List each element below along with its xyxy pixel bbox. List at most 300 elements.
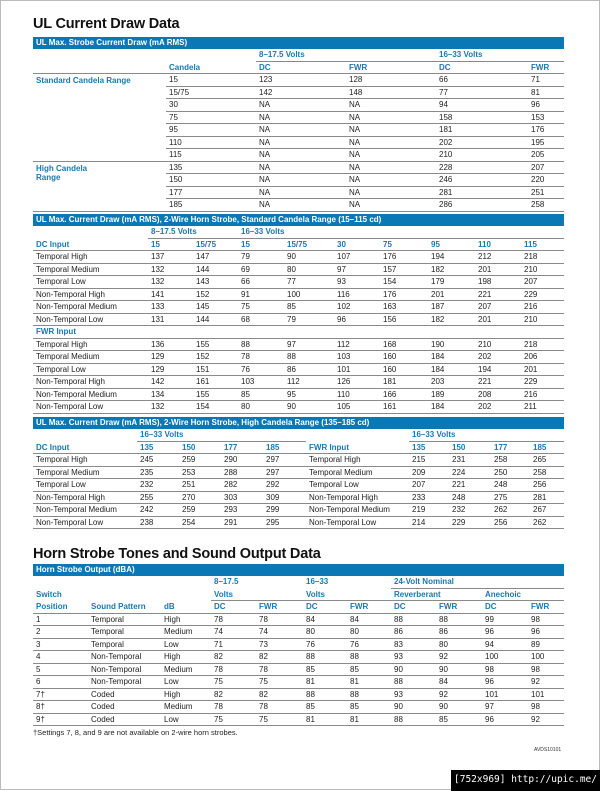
volt-group-header: 8–17.5 Volts — [148, 226, 238, 239]
table-cell: 1 — [33, 613, 88, 626]
table-cell: 5 — [33, 663, 88, 676]
table-row — [33, 638, 564, 651]
table-cell: 158 — [436, 111, 528, 124]
col-header: DC — [303, 601, 347, 614]
col-header: 177 — [221, 441, 263, 454]
table-cell: 286 — [436, 199, 528, 212]
table-cell: 245 — [137, 454, 179, 467]
table-cell: 132 — [148, 263, 193, 276]
position-header: Position — [33, 601, 88, 614]
table-cell: 250 — [491, 466, 530, 479]
table-cell: 82 — [211, 688, 256, 701]
table-cell: 201 — [521, 363, 564, 376]
table-cell: NA — [346, 174, 436, 187]
table-cell: 151 — [193, 363, 238, 376]
table-cell: Non-Temporal — [88, 676, 161, 689]
table-cell: 281 — [436, 186, 528, 199]
table-cell: NA — [256, 111, 346, 124]
table-row — [33, 688, 564, 701]
table-cell: 211 — [521, 401, 564, 414]
table-cell: 253 — [179, 466, 221, 479]
table-cell: 92 — [528, 713, 564, 726]
table-cell: 254 — [179, 516, 221, 529]
table-cell: 73 — [256, 638, 303, 651]
watermark: [752x969] http://upic.me/ — [451, 770, 600, 791]
table-row — [33, 504, 564, 517]
table-cell: 86 — [284, 363, 334, 376]
table-cell: 88 — [436, 613, 482, 626]
table-cell: 219 — [409, 504, 449, 517]
table-cell: NA — [256, 136, 346, 149]
table-cell: Temporal Low — [306, 479, 409, 492]
table-cell: 123 — [256, 74, 346, 87]
table-cell: 90 — [391, 701, 436, 714]
table-cell: 160 — [380, 363, 428, 376]
table-cell: 96 — [528, 99, 564, 112]
table-cell: Low — [161, 676, 211, 689]
table-cell: 82 — [256, 688, 303, 701]
table-cell: 299 — [263, 504, 306, 517]
table-row — [33, 663, 564, 676]
table-cell: 297 — [263, 466, 306, 479]
table-cell: 207 — [528, 161, 564, 174]
volt-group-header: 16–33 Volts — [137, 429, 306, 442]
table-cell: 90 — [391, 663, 436, 676]
table-cell: 84 — [436, 676, 482, 689]
table-cell: NA — [346, 136, 436, 149]
table-cell: 129 — [148, 363, 193, 376]
col-header: DC — [436, 61, 528, 74]
col-header: DC — [256, 61, 346, 74]
table-cell: 248 — [449, 491, 491, 504]
table-cell: 76 — [238, 363, 284, 376]
table-cell: 259 — [179, 454, 221, 467]
table-cell: 96 — [482, 713, 528, 726]
table-cell: 78 — [211, 663, 256, 676]
table-cell: 208 — [475, 388, 521, 401]
table-cell: 131 — [148, 313, 193, 326]
table-cell: 94 — [482, 638, 528, 651]
table-cell: 154 — [193, 401, 238, 414]
table-cell: 85 — [303, 701, 347, 714]
table-cell: 93 — [391, 688, 436, 701]
table-cell: 265 — [530, 454, 564, 467]
table-cell: 202 — [475, 351, 521, 364]
col-header: FWR — [436, 601, 482, 614]
table-cell: 80 — [303, 626, 347, 639]
table-row — [33, 626, 564, 639]
table-cell: 137 — [148, 251, 193, 264]
table-cell: 100 — [482, 651, 528, 664]
table-cell: Non-Temporal High — [306, 491, 409, 504]
table-cell: 102 — [334, 301, 380, 314]
table-cell: NA — [256, 186, 346, 199]
table-cell: 229 — [449, 516, 491, 529]
table-cell: 152 — [193, 288, 238, 301]
table-cell: 233 — [409, 491, 449, 504]
table-cell: Non-Temporal — [88, 663, 161, 676]
table-cell: NA — [256, 161, 346, 174]
document-code: AVDS10101 — [534, 747, 562, 753]
table-cell: 88 — [391, 713, 436, 726]
table-cell: Temporal — [88, 638, 161, 651]
table-cell: 97 — [482, 701, 528, 714]
table-cell: 201 — [475, 313, 521, 326]
table-cell: 3 — [33, 638, 88, 651]
table-cell: 291 — [221, 516, 263, 529]
table-cell: 262 — [491, 504, 530, 517]
table-row — [33, 466, 564, 479]
table-cell: Non-Temporal Low — [33, 516, 137, 529]
table-cell: 86 — [391, 626, 436, 639]
col-header: 15 — [148, 238, 193, 251]
volt-group-header: 16–33 Volts — [238, 226, 564, 239]
table-cell: 251 — [528, 186, 564, 199]
table-cell: 101 — [528, 688, 564, 701]
table-cell: 94 — [436, 99, 528, 112]
table-cell: 168 — [380, 338, 428, 351]
table-cell: 206 — [521, 351, 564, 364]
table-row — [33, 351, 564, 364]
table-cell: 7† — [33, 688, 88, 701]
table-cell: Non-Temporal Low — [33, 401, 148, 414]
table-cell: Coded — [88, 688, 161, 701]
table-cell: 160 — [380, 351, 428, 364]
table-cell: 9† — [33, 713, 88, 726]
col-header: dB — [161, 601, 211, 614]
table-cell: 88 — [303, 688, 347, 701]
table-cell: 303 — [221, 491, 263, 504]
range-label: High Candela Range — [33, 161, 166, 211]
table-cell: 210 — [436, 149, 528, 162]
table-cell: 152 — [193, 351, 238, 364]
col-header: FWR — [346, 61, 436, 74]
table-cell: Coded — [88, 701, 161, 714]
table-cell: 30 — [166, 99, 256, 112]
table-cell: 95 — [284, 388, 334, 401]
table-cell: 182 — [428, 263, 475, 276]
table-cell: 88 — [391, 676, 436, 689]
table-cell: 82 — [211, 651, 256, 664]
horn-strobe-output-table — [33, 564, 564, 726]
table-cell: Non-Temporal Low — [306, 516, 409, 529]
table-cell: 101 — [334, 363, 380, 376]
table-cell: 228 — [436, 161, 528, 174]
table-cell: 161 — [380, 401, 428, 414]
table-cell: 194 — [475, 363, 521, 376]
table-cell: 78 — [211, 701, 256, 714]
table-cell: 100 — [284, 288, 334, 301]
table-cell: 210 — [475, 338, 521, 351]
col-header: 15/75 — [284, 238, 334, 251]
col-header: 95 — [428, 238, 475, 251]
col-header: 15/75 — [193, 238, 238, 251]
table-cell: 176 — [380, 288, 428, 301]
table-cell: 90 — [284, 251, 334, 264]
table-cell: 92 — [528, 676, 564, 689]
table-cell: Temporal High — [33, 338, 148, 351]
table-cell: 85 — [436, 713, 482, 726]
table-cell: 88 — [391, 613, 436, 626]
table-cell: 248 — [491, 479, 530, 492]
table-cell: 258 — [491, 454, 530, 467]
table-cell: 75 — [166, 111, 256, 124]
table-cell: 194 — [428, 251, 475, 264]
table-cell: 205 — [528, 149, 564, 162]
table-cell: 83 — [391, 638, 436, 651]
table-cell: 88 — [284, 351, 334, 364]
table-cell: NA — [346, 199, 436, 212]
table-cell: 71 — [528, 74, 564, 87]
footnote: †Settings 7, 8, and 9 are not available on 2-wire horn strobes. — [33, 728, 238, 737]
table-cell: NA — [346, 186, 436, 199]
table-cell: 132 — [148, 401, 193, 414]
table-cell: 80 — [436, 638, 482, 651]
table-cell: 144 — [193, 263, 238, 276]
table-title: Horn Strobe Output (dBA) — [33, 564, 564, 576]
table-cell: 97 — [334, 263, 380, 276]
table-cell: 216 — [521, 388, 564, 401]
table-row — [33, 251, 564, 264]
strobe-current-draw-table — [33, 37, 564, 212]
table-cell: 77 — [436, 86, 528, 99]
col-header: Candela — [166, 61, 256, 74]
table-cell: 69 — [238, 263, 284, 276]
table-cell: 179 — [428, 276, 475, 289]
table-cell: 202 — [475, 401, 521, 414]
table-row — [33, 651, 564, 664]
table-cell: 82 — [256, 651, 303, 664]
table-cell: 176 — [528, 124, 564, 137]
table-cell: 156 — [380, 313, 428, 326]
volt-group-header: 8–17.5 — [214, 577, 239, 587]
table-cell: 135 — [166, 161, 256, 174]
switch-header: Switch — [36, 589, 62, 599]
table-cell: 101 — [482, 688, 528, 701]
table-cell: 92 — [436, 688, 482, 701]
table-cell: Coded — [88, 713, 161, 726]
table-cell: 112 — [284, 376, 334, 389]
table-cell: 221 — [449, 479, 491, 492]
table-row — [33, 713, 564, 726]
table-cell: High — [161, 688, 211, 701]
table-cell: 79 — [284, 313, 334, 326]
table-cell: 155 — [193, 338, 238, 351]
table-cell: 80 — [238, 401, 284, 414]
table-cell: 134 — [148, 388, 193, 401]
table-cell: 92 — [436, 651, 482, 664]
table-cell: 98 — [528, 701, 564, 714]
table-cell: 214 — [409, 516, 449, 529]
table-cell: 187 — [428, 301, 475, 314]
table-cell: 221 — [475, 288, 521, 301]
table-cell: 209 — [409, 466, 449, 479]
table-cell: Temporal — [88, 626, 161, 639]
table-cell: NA — [256, 199, 346, 212]
table-cell: 85 — [303, 663, 347, 676]
table-cell: NA — [256, 174, 346, 187]
table-cell: 78 — [256, 701, 303, 714]
table-cell: Non-Temporal High — [33, 376, 148, 389]
table-cell: 85 — [238, 388, 284, 401]
table-cell: 96 — [528, 626, 564, 639]
table-cell: 184 — [428, 401, 475, 414]
table-cell: 88 — [347, 688, 391, 701]
table-cell: NA — [346, 149, 436, 162]
table-cell: 181 — [380, 376, 428, 389]
table-row — [33, 238, 564, 251]
table-cell: Temporal Medium — [33, 351, 148, 364]
table-cell: 98 — [482, 663, 528, 676]
table-row — [33, 676, 564, 689]
table-cell: 86 — [436, 626, 482, 639]
table-cell: 293 — [221, 504, 263, 517]
table-cell: 90 — [436, 663, 482, 676]
table-cell: 275 — [491, 491, 530, 504]
col-header: FWR — [256, 601, 303, 614]
table-row — [33, 288, 564, 301]
table-cell: 100 — [528, 651, 564, 664]
table-cell: 132 — [148, 276, 193, 289]
col-header: 185 — [263, 441, 306, 454]
table-cell: 74 — [211, 626, 256, 639]
table-cell: 218 — [521, 338, 564, 351]
nominal-header: 24-Volt Nominal — [391, 576, 564, 589]
table-row — [33, 338, 564, 351]
volts-label: Volts — [303, 588, 391, 601]
table-cell: 88 — [238, 338, 284, 351]
table-cell: 163 — [380, 301, 428, 314]
range-label: Standard Candela Range — [33, 74, 166, 162]
table-cell: 143 — [193, 276, 238, 289]
table-cell: 85 — [347, 701, 391, 714]
table-cell: 88 — [303, 651, 347, 664]
table-cell: 81 — [303, 676, 347, 689]
table-cell: Temporal High — [33, 251, 148, 264]
table-row — [33, 363, 564, 376]
table-cell: 93 — [334, 276, 380, 289]
table-cell: 110 — [166, 136, 256, 149]
table-cell: 251 — [179, 479, 221, 492]
table-cell: 153 — [528, 111, 564, 124]
table-cell: NA — [346, 161, 436, 174]
table-cell: 96 — [334, 313, 380, 326]
table-cell: Non-Temporal Medium — [33, 504, 137, 517]
table-row — [33, 454, 564, 467]
table-cell: 88 — [347, 651, 391, 664]
fwr-input-label: FWR Input — [306, 441, 409, 454]
col-header: 15 — [238, 238, 284, 251]
high-candela-current-draw-table — [33, 417, 564, 529]
table-cell: 84 — [303, 613, 347, 626]
table-cell: 107 — [334, 251, 380, 264]
volt-group-header: 16–33 Volts — [409, 429, 564, 442]
col-header: 135 — [137, 441, 179, 454]
table-cell: 2 — [33, 626, 88, 639]
table-cell: 220 — [528, 174, 564, 187]
table-cell: 71 — [211, 638, 256, 651]
table-cell: 103 — [238, 376, 284, 389]
table-cell: Non-Temporal High — [33, 491, 137, 504]
table-cell: 195 — [528, 136, 564, 149]
table-cell: 229 — [521, 288, 564, 301]
table-cell: 99 — [482, 613, 528, 626]
col-header: Sound Pattern — [88, 601, 161, 614]
section-title-current-draw: UL Current Draw Data — [33, 16, 180, 32]
table-cell: 176 — [380, 251, 428, 264]
standard-candela-current-draw-table — [33, 214, 564, 414]
input-label: DC Input — [33, 238, 148, 251]
table-cell: 185 — [166, 199, 256, 212]
table-cell: 116 — [334, 288, 380, 301]
table-cell: 85 — [347, 663, 391, 676]
table-row — [33, 326, 564, 339]
table-cell: 203 — [428, 376, 475, 389]
table-cell: 207 — [521, 276, 564, 289]
table-cell: 81 — [347, 676, 391, 689]
table-cell: 221 — [475, 376, 521, 389]
table-cell: 189 — [428, 388, 475, 401]
table-cell: 75 — [211, 713, 256, 726]
table-cell: 91 — [238, 288, 284, 301]
table-cell: 147 — [193, 251, 238, 264]
table-row — [33, 313, 564, 326]
table-cell: 81 — [347, 713, 391, 726]
table-cell: 75 — [256, 676, 303, 689]
table-cell: 258 — [530, 466, 564, 479]
table-cell: Low — [161, 713, 211, 726]
table-cell: 129 — [148, 351, 193, 364]
table-cell: 232 — [137, 479, 179, 492]
table-cell: 145 — [193, 301, 238, 314]
table-cell: Medium — [161, 663, 211, 676]
table-cell: 256 — [491, 516, 530, 529]
table-cell: Temporal High — [306, 454, 409, 467]
table-row — [33, 388, 564, 401]
table-cell: 90 — [436, 701, 482, 714]
table-cell: 66 — [436, 74, 528, 87]
table-cell: 235 — [137, 466, 179, 479]
table-cell: Non-Temporal — [88, 651, 161, 664]
table-cell: 98 — [528, 663, 564, 676]
table-cell: 75 — [211, 676, 256, 689]
table-cell: 166 — [380, 388, 428, 401]
table-cell: 155 — [193, 388, 238, 401]
table-cell: 76 — [303, 638, 347, 651]
table-cell: 133 — [148, 301, 193, 314]
table-cell: 148 — [346, 86, 436, 99]
table-cell: 81 — [303, 713, 347, 726]
table-cell: High — [161, 651, 211, 664]
table-cell: 182 — [428, 313, 475, 326]
table-cell: 93 — [391, 651, 436, 664]
table-cell: 75 — [238, 301, 284, 314]
table-cell: 201 — [475, 263, 521, 276]
table-cell: 6 — [33, 676, 88, 689]
table-row — [33, 161, 564, 174]
table-cell: 210 — [521, 313, 564, 326]
table-cell: 210 — [521, 263, 564, 276]
table-cell: 242 — [137, 504, 179, 517]
col-header: 115 — [521, 238, 564, 251]
col-header: FWR — [528, 601, 564, 614]
table-row — [33, 479, 564, 492]
table-cell: 229 — [521, 376, 564, 389]
col-header: FWR — [347, 601, 391, 614]
table-cell: 77 — [284, 276, 334, 289]
table-cell: 8† — [33, 701, 88, 714]
table-cell: 202 — [436, 136, 528, 149]
